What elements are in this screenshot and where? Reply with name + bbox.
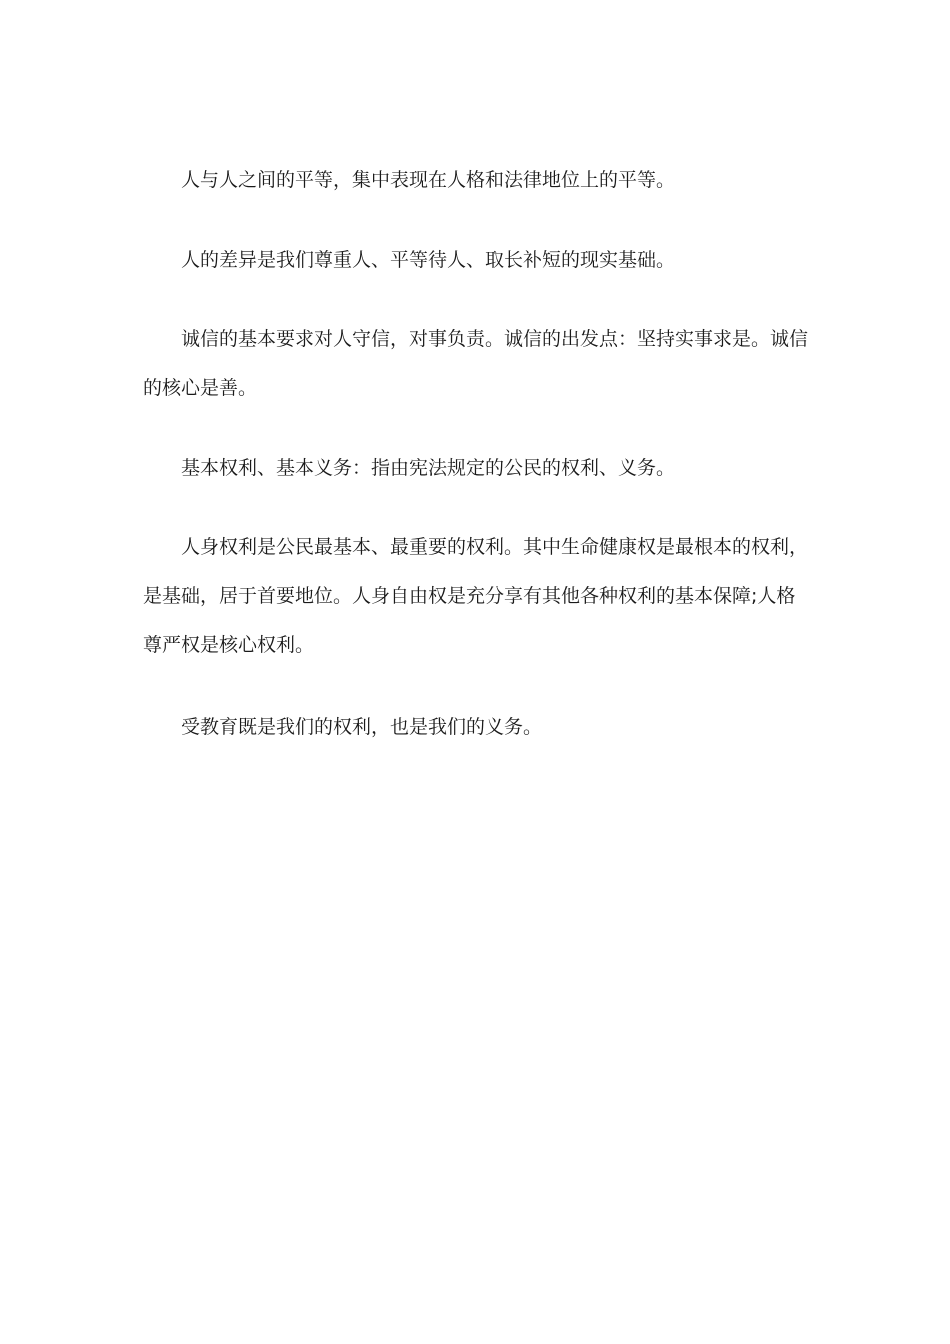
paragraph-personal-rights: 人身权利是公民最基本、最重要的权利。其中生命健康权是最根本的权利，是基础，居于首要地位。人身自由权是充分享有其他各种权利的基本保障;人格尊严权是核心权利。 — [143, 536, 809, 656]
paragraph-differences: 人的差异是我们尊重人、平等待人、取长补短的现实基础。 — [181, 249, 676, 271]
paragraph-basic-rights-duties: 基本权利、基本义务：指由宪法规定的公民的权利、义务。 — [181, 457, 676, 479]
paragraph-equality: 人与人之间的平等，集中表现在人格和法律地位上的平等。 — [181, 169, 676, 191]
paragraph-education: 受教育既是我们的权利，也是我们的义务。 — [181, 716, 543, 738]
paragraph-integrity: 诚信的基本要求对人守信，对事负责。诚信的出发点：坚持实事求是。诚信的核心是善。 — [143, 328, 809, 399]
